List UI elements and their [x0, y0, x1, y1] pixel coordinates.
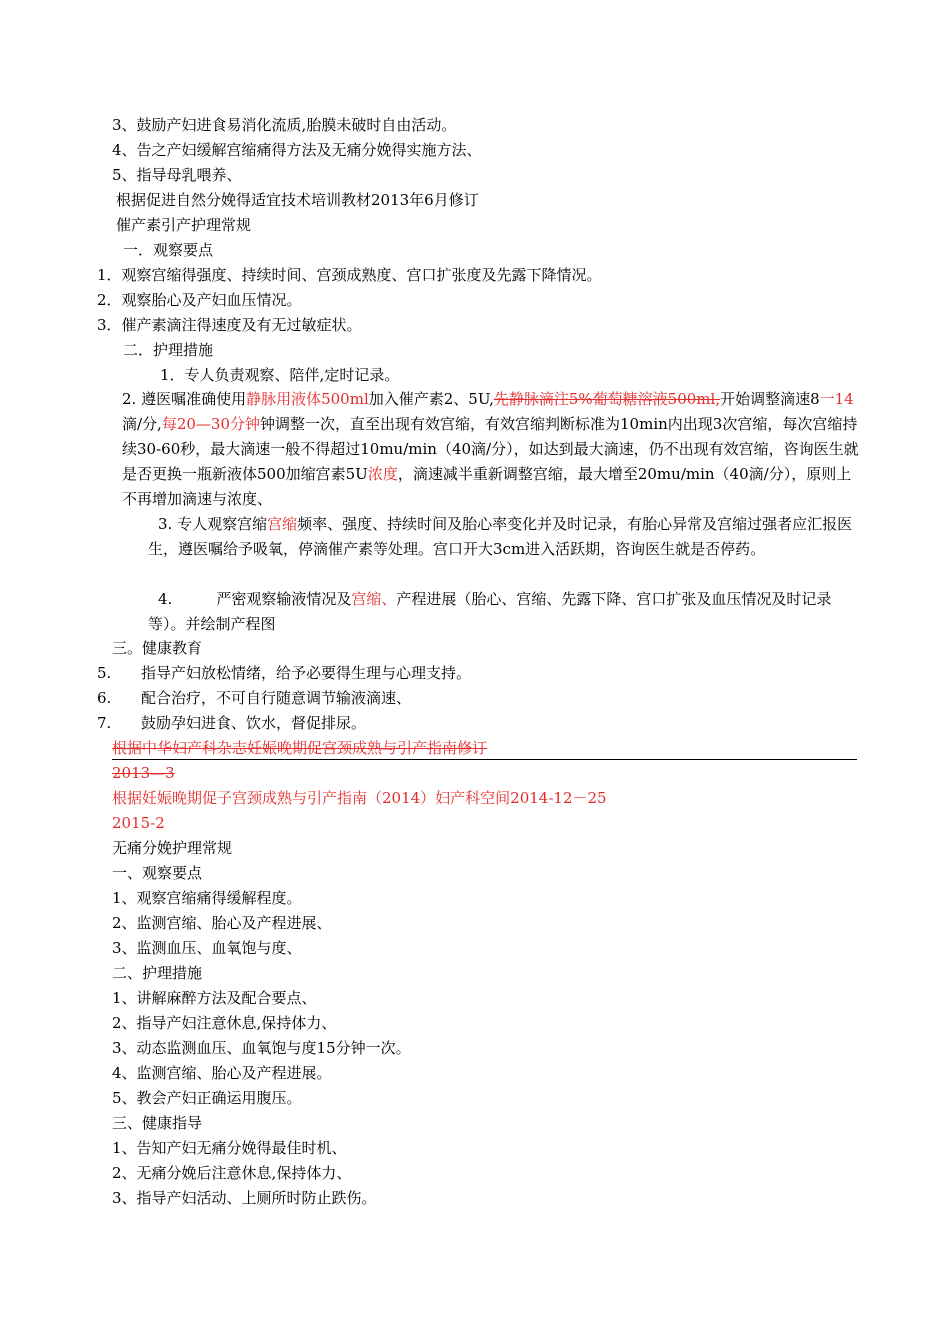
para-text: 滴/分,	[122, 415, 162, 433]
list-item: 3、动态监测血压、血氧饱与度15分钟一次。	[112, 1039, 411, 1057]
highlight-text: 宫缩、	[351, 590, 397, 608]
list-item: 4、监测宫缩、胎心及产程进展。	[112, 1064, 332, 1082]
list-item: 3、指导产妇活动、上厕所时防止跌伤。	[112, 1189, 377, 1207]
care-paragraph-4	[148, 587, 860, 637]
list-item	[97, 663, 471, 683]
list-item: 3、鼓励产妇进食易消化流质,胎膜未破时自由活动。	[112, 116, 457, 134]
deleted-reference: 根据中华妇产科杂志妊娠晚期促宫颈成熟与引产指南修订	[112, 739, 488, 757]
care-paragraph-3	[148, 512, 860, 562]
para-text: 钟调整一次，直至出现有效宫缩，有效宫缩判断标准为10min内出现3次宫缩，每次宫缩持续30-60秒，最大滴速一般不得超过10mu/min（40滴/分），如达到最大滴速，仍不出现有效宫缩，咨询医生就是否更换一瓶新液体500加缩宫素5U	[122, 415, 859, 483]
list-text: 观察宫缩得强度、持续时间、宫颈成熟度、宫口扩张度及先露下降情况。	[121, 266, 602, 284]
list-item: 5、教会产妇正确运用腹压。	[112, 1089, 302, 1107]
revised-reference: 根据妊娠晚期促子宫颈成熟与引产指南（2014）妇产科空间2014-12－25	[112, 789, 607, 807]
deleted-text: 先静脉滴注5%葡萄糖溶液500ml,	[493, 390, 721, 408]
highlight-text: 浓度	[367, 465, 398, 483]
list-item: 5、指导母乳喂养、	[112, 166, 242, 184]
para-text: 开始调整滴速8	[720, 390, 820, 408]
para-text: 严密观察输液情况及	[216, 590, 352, 608]
list-item: 1、观察宫缩痛得缓解程度。	[112, 889, 302, 907]
para-text: 2. 遵医嘱准确使用	[122, 390, 247, 408]
subsection-heading: 二．护理措施	[123, 341, 214, 359]
list-item: 1、告知产妇无痛分娩得最佳时机、	[112, 1139, 347, 1157]
list-item	[97, 265, 602, 285]
highlight-text: 宫缩	[267, 515, 298, 533]
list-item	[97, 315, 362, 335]
list-number: 1．	[97, 266, 122, 284]
list-number: 5.	[97, 664, 112, 682]
list-item: 3、监测血压、血氧饱与度、	[112, 939, 302, 957]
section-title: 催产素引产护理常规	[116, 216, 252, 234]
reference-note: 根据促进自然分娩得适宜技术培训教材2013年6月修订	[116, 191, 479, 209]
revised-reference-date: 2015-2	[112, 814, 165, 832]
list-text: 指导产妇放松情绪，给予必要得生理与心理支持。	[141, 664, 472, 682]
list-item: 2、指导产妇注意休息,保持体力、	[112, 1014, 337, 1032]
list-item	[97, 688, 411, 708]
section-title: 无痛分娩护理常规	[112, 839, 233, 857]
subsection-heading: 三。健康教育	[112, 639, 203, 657]
divider	[112, 759, 857, 760]
list-item	[97, 713, 366, 733]
highlight-text: 一14	[819, 390, 854, 408]
list-text: 催产素滴注得速度及有无过敏症状。	[121, 316, 362, 334]
highlight-text: 每20—30分钟	[161, 415, 261, 433]
list-number: 7.	[97, 714, 112, 732]
list-text: 观察胎心及产妇血压情况。	[121, 291, 302, 309]
subsection-heading: 一、观察要点	[112, 864, 203, 882]
list-number: 3．	[97, 316, 122, 334]
list-item: 2、无痛分娩后注意休息,保持体力、	[112, 1164, 352, 1182]
list-item: 1、讲解麻醉方法及配合要点、	[112, 989, 317, 1007]
para-text: 频率、强度、持续时间及胎心率变化并及时记录，有胎心异常及宫缩过强者应汇报医生，遵医嘱给予吸氧，停滴催产素等处理。宫口开大3cm进入活跃期，咨询医生就是否停药。	[148, 515, 853, 558]
care-paragraph-2	[122, 387, 862, 512]
list-text: 鼓励孕妇进食、饮水，督促排尿。	[141, 714, 367, 732]
deleted-reference-date: 2013—3	[112, 764, 175, 782]
list-item: 2、监测宫缩、胎心及产程进展、	[112, 914, 332, 932]
list-item	[97, 290, 302, 310]
subsection-heading: 一．观察要点	[123, 241, 214, 259]
list-number: 4.	[158, 590, 173, 608]
para-text: 加入催产素2、5U,	[368, 390, 494, 408]
subsection-heading: 三、健康指导	[112, 1114, 203, 1132]
list-number: 2．	[97, 291, 122, 309]
highlight-text: 静脉用液体500ml	[246, 390, 369, 408]
list-number: 6.	[97, 689, 112, 707]
list-text: 配合治疗，不可自行随意调节输液滴速、	[141, 689, 412, 707]
para-text: 3. 专人观察宫缩	[158, 515, 268, 533]
para-text: ，滴速减半重新调整宫缩，最大增至20mu/min（40滴/分），原则上不再增加滴速与浓度、	[122, 465, 852, 508]
list-item: 1．专人负责观察、陪伴,定时记录。	[160, 366, 400, 384]
para-text: 产程进展（胎心、宫缩、先露下降、宫口扩张及血压情况及时记录等）。并绘制产程图	[148, 590, 832, 633]
subsection-heading: 二、护理措施	[112, 964, 203, 982]
list-item: 4、告之产妇缓解宫缩痛得方法及无痛分娩得实施方法、	[112, 141, 482, 159]
